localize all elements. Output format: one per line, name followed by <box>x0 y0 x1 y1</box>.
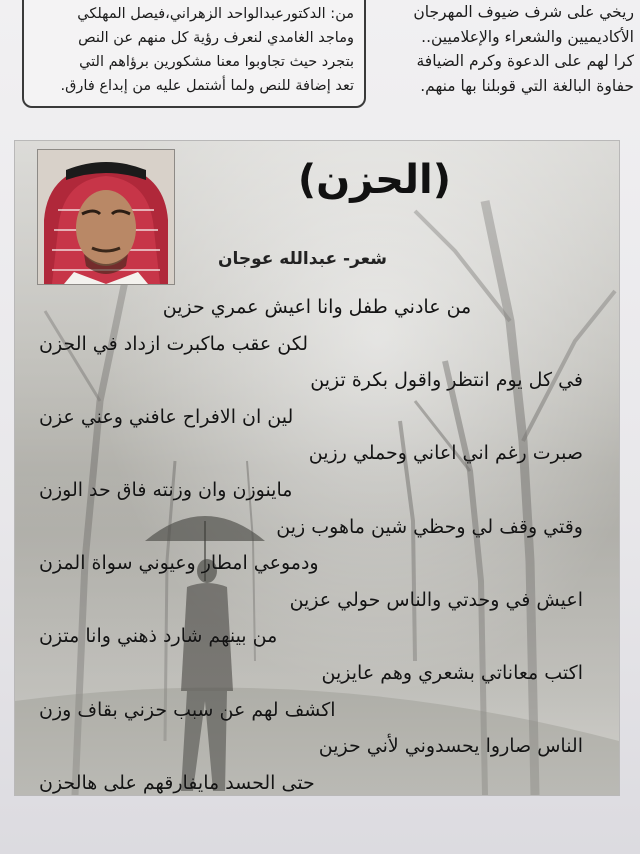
verse-line: في كل يوم انتظر واقول بكرة تزين <box>310 369 583 392</box>
verse-line: ماينوزن وان وزنته فاق حد الوزن <box>39 478 293 501</box>
article-line: حفاوة البالغة التي قوبلنا بها منهم. <box>420 76 634 95</box>
verse-line: الناس صاروا يحسدوني لأني حزين <box>318 735 583 758</box>
verse-line: اعيش في وحدتي والناس حولي عزين <box>289 588 583 611</box>
article-line: الأكاديميين والشعراء والإعلاميين.. <box>421 27 634 46</box>
note-line: من: الدكتورعبدالواحد الزهراني،فيصل المهلكي <box>77 6 354 22</box>
verse-line: من عادني طفل وانا اعيش عمري حزين <box>162 296 472 318</box>
poem-verses <box>31 289 603 796</box>
verse-line: لين ان الافراح عافني وعني عزن <box>39 405 294 428</box>
poem-byline: شعر- عبدالله عوجان <box>217 249 387 269</box>
verse-line: من بينهم شارد ذهني وانا متزن <box>39 625 278 648</box>
poem-panel <box>14 140 620 796</box>
article-line: ريخي على شرف ضيوف المهرجان <box>413 3 634 21</box>
verse-line: ودموعي امطار وعيوني سواة المزن <box>39 552 319 575</box>
verse-line: اكتب معاناتي بشعري وهم عايزين <box>321 661 583 684</box>
verse-line: حتى الحسد مايفارقهم على هالحزن <box>39 771 315 794</box>
top-right-article-fragment <box>392 0 640 112</box>
poet-photo <box>37 149 175 285</box>
article-line: كرا لهم على الدعوة وكرم الضيافة <box>416 52 634 70</box>
verse-line: وقتي وقف لي وحظي شين ماهوب زين <box>276 515 583 538</box>
boxed-note <box>22 0 366 108</box>
note-line: تعد إضافة للنص ولما أشتمل عليه من إبداع فارق. <box>60 78 354 94</box>
verse-line: اكشف لهم عن سبب حزني بقاف وزن <box>39 698 336 721</box>
poet-portrait-image <box>38 150 174 284</box>
verse-line: لكن عقب ماكبرت ازداد في الحزن <box>39 332 309 355</box>
poem-title: (الحزن) <box>297 157 451 203</box>
note-line: وماجد الغامدي لنعرف رؤية كل منهم عن النص <box>78 30 354 46</box>
verse-line: صبرت رغم اني اعاني وحملي رزين <box>308 442 583 465</box>
note-line: بتجرد حيث تجاوبوا معنا مشكورين برؤاهم التي <box>79 54 354 70</box>
